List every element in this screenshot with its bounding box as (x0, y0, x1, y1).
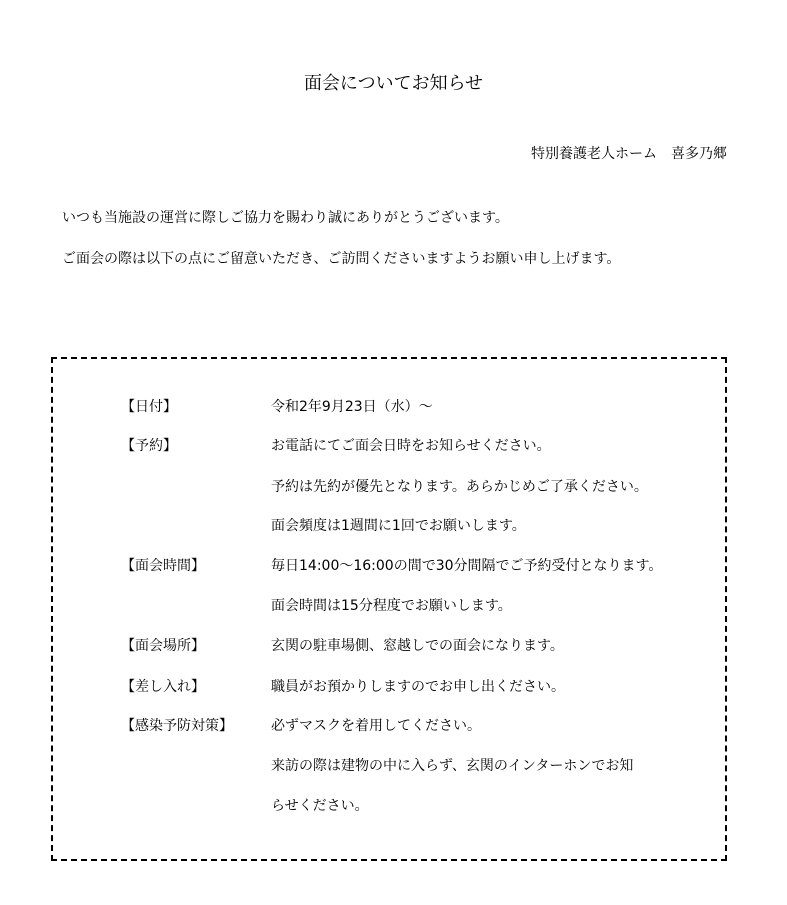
visit-place-line-1: 玄関の駐車場側、窓越しでの面会になります。 (271, 638, 564, 654)
visit-time-line-1: 毎日14:00～16:00の間で30分間隔でご予約受付となります。 (271, 558, 663, 574)
intro-text-2: ご面会の際は以下の点にご留意いただき、ご訪問くださいますようお願い申し上げます。 (62, 251, 621, 267)
reservation-line-1: お電話にてご面会日時をお知らせください。 (271, 438, 551, 454)
infection-control-label: 【感染予防対策】 (121, 718, 233, 734)
reservation-line-2: 予約は先約が優先となります。あらかじめご了承ください。 (271, 479, 648, 495)
reservation-label: 【予約】 (121, 438, 177, 454)
infection-control-line-1: 必ずマスクを着用してください。 (271, 718, 481, 734)
visit-time-label: 【面会時間】 (121, 558, 205, 574)
visit-time-line-2: 面会時間は15分程度でお願いします。 (271, 598, 512, 614)
visit-info-box (51, 357, 727, 861)
reservation-line-3: 面会頻度は1週間に1回でお願いします。 (271, 518, 526, 534)
visit-place-label: 【面会場所】 (121, 638, 205, 654)
date-label: 【日付】 (121, 399, 177, 415)
infection-control-line-3: らせください。 (271, 798, 369, 814)
document-title: 面会についてお知らせ (303, 73, 484, 94)
intro-text-1: いつも当施設の運営に際しご協力を賜わり誠にありがとうございます。 (62, 210, 509, 226)
organization-name: 特別養護老人ホーム 喜多乃郷 (531, 146, 727, 162)
deliveries-label: 【差し入れ】 (121, 679, 205, 695)
infection-control-line-2: 来訪の際は建物の中に入らず、玄関のインターホンでお知 (271, 758, 634, 774)
date-value: 令和2年9月23日（水）～ (271, 399, 433, 415)
deliveries-line-1: 職員がお預かりしますのでお申し出ください。 (271, 679, 565, 695)
